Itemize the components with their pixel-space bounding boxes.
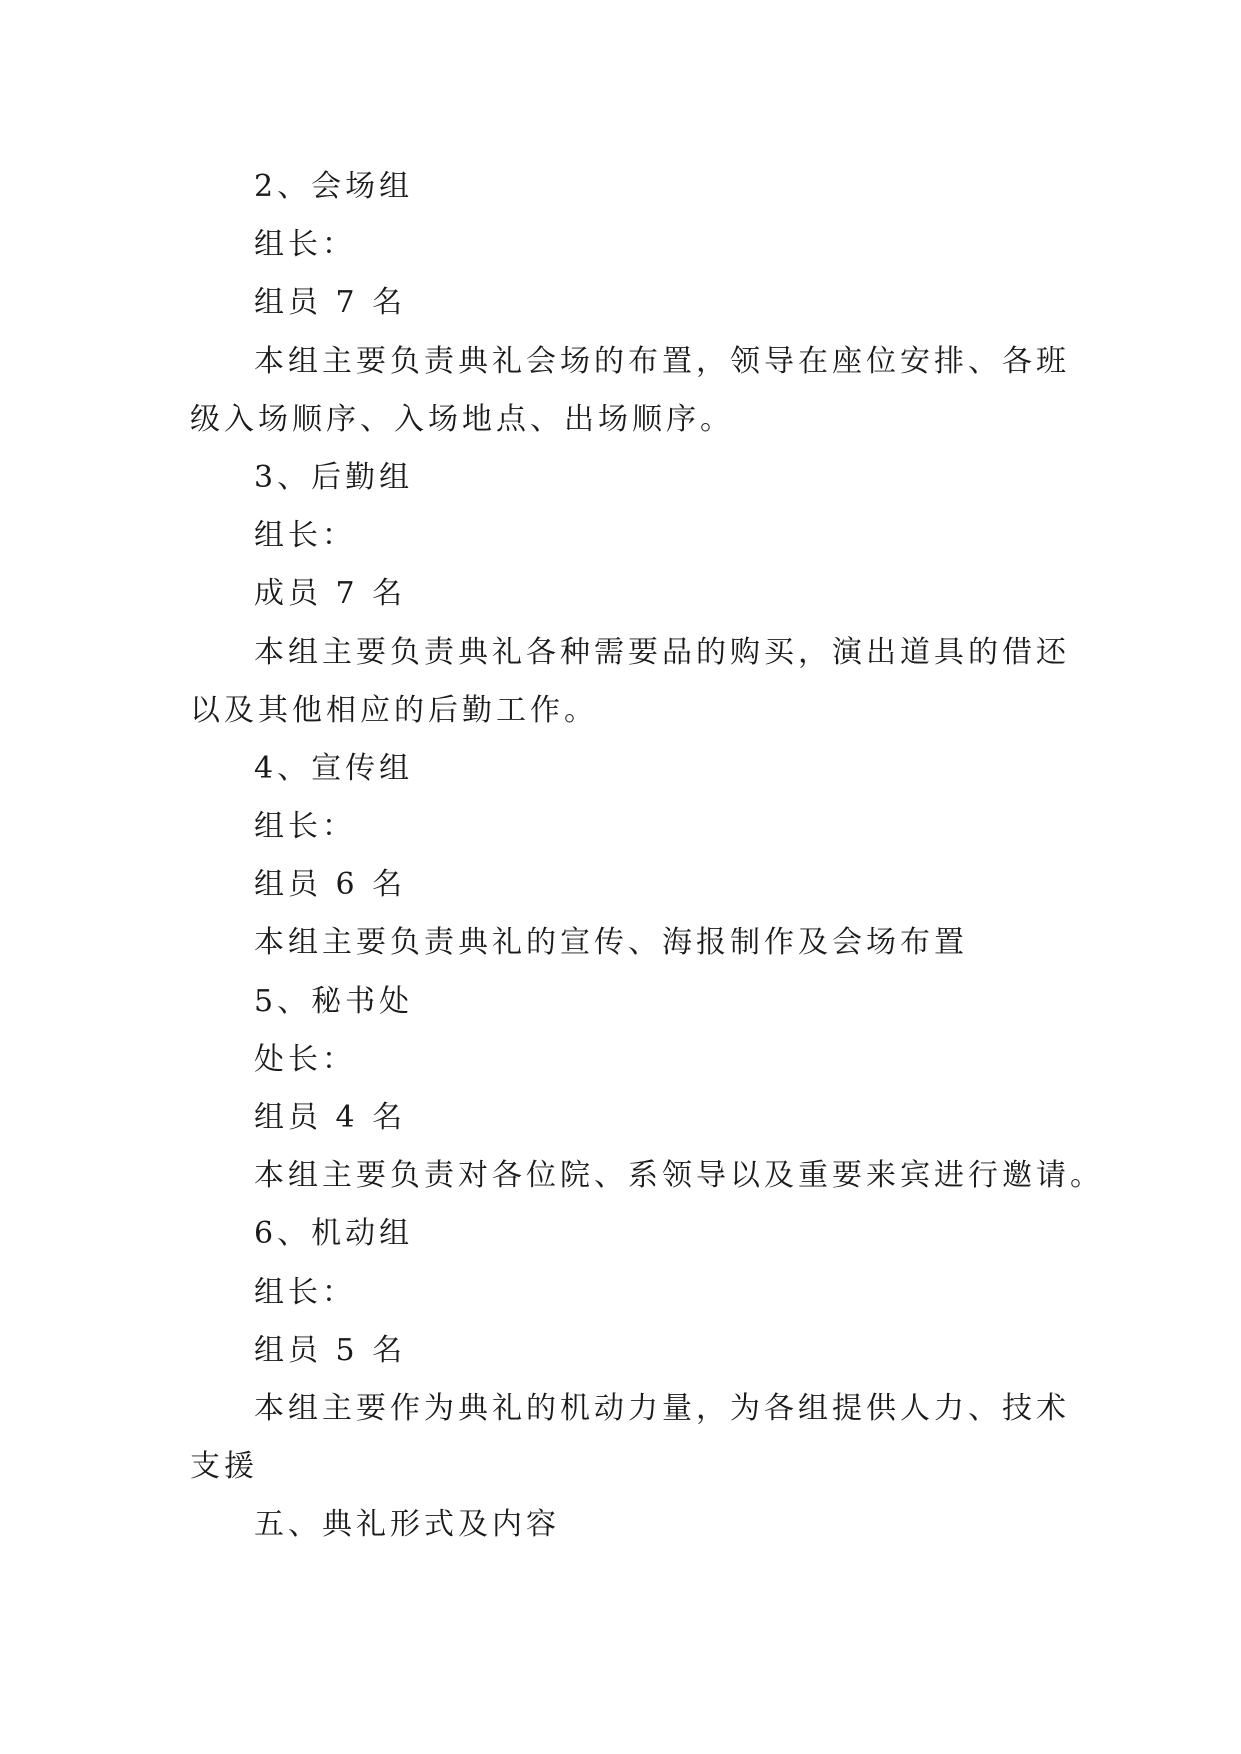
- publicity-group-members: 组员 6 名: [254, 867, 407, 903]
- document-body: [190, 158, 1104, 1555]
- mobile-group-description-cont: 支援: [190, 1449, 258, 1485]
- venue-group-members: 组员 7 名: [254, 285, 407, 321]
- logistics-group-leader: 组长：: [254, 518, 356, 554]
- secretariat-members: 组员 4 名: [254, 1100, 407, 1135]
- mobile-group-description: 本组主要作为典礼的机动力量，为各组提供人力、技术: [254, 1390, 1070, 1426]
- logistics-group-description-cont: 以及其他相应的后勤工作。: [190, 692, 598, 728]
- logistics-group-members: 成员 7 名: [254, 576, 407, 612]
- publicity-group-leader: 组长：: [254, 809, 356, 845]
- venue-group-leader: 组长：: [254, 227, 356, 263]
- section-heading-publicity-group: 4、宣传组: [254, 750, 414, 786]
- publicity-group-description: 本组主要负责典礼的宣传、海报制作及会场布置: [254, 925, 968, 961]
- mobile-group-members: 组员 5 名: [254, 1332, 407, 1368]
- section-heading-logistics-group: 3、后勤组: [254, 459, 414, 495]
- section-heading-ceremony-format: 五、典礼形式及内容: [254, 1507, 560, 1543]
- mobile-group-leader: 组长：: [254, 1274, 356, 1310]
- section-heading-mobile-group: 6、机动组: [254, 1216, 414, 1252]
- section-heading-secretariat: 5、秘书处: [254, 983, 414, 1019]
- venue-group-description-cont: 级入场顺序、入场地点、出场顺序。: [190, 401, 734, 437]
- secretariat-head: 处长：: [254, 1041, 356, 1077]
- section-heading-venue-group: 2、会场组: [254, 169, 414, 204]
- venue-group-description: 本组主要负责典礼会场的布置，领导在座位安排、各班: [254, 343, 1070, 379]
- logistics-group-description: 本组主要负责典礼各种需要品的购买，演出道具的借还: [254, 634, 1070, 670]
- secretariat-description: 本组主要负责对各位院、系领导以及重要来宾进行邀请。: [254, 1158, 1104, 1194]
